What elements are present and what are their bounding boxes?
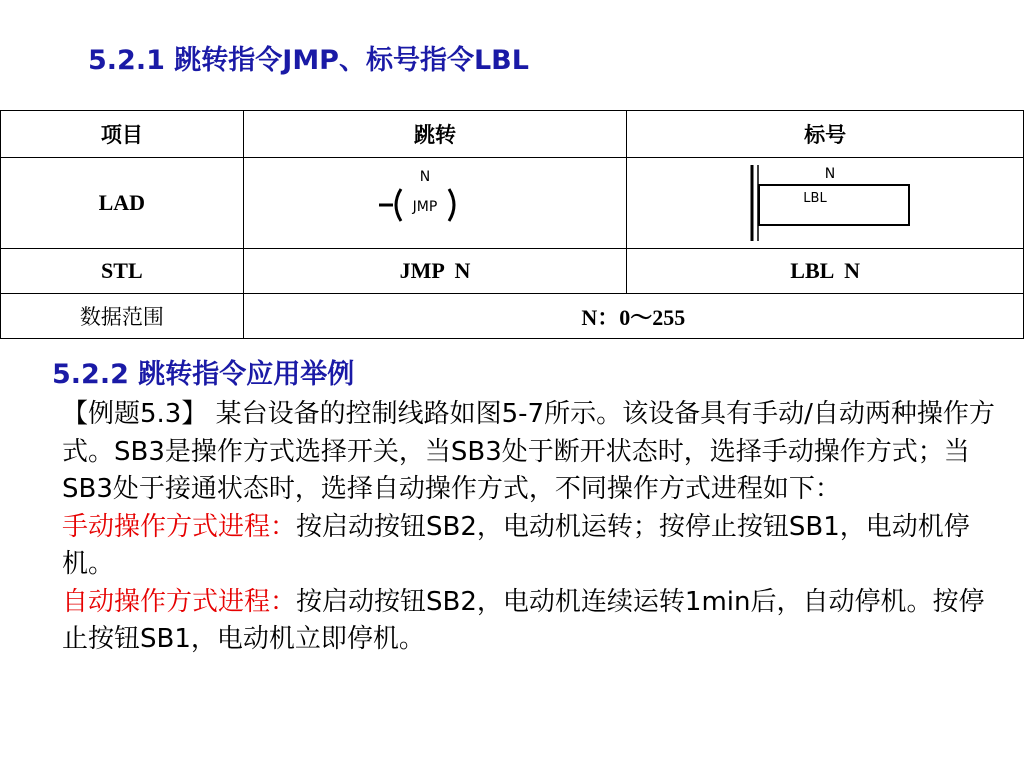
row-label-stl: STL [1, 249, 244, 294]
table-header-row [1, 111, 1024, 158]
jmp-coil-diagram [375, 163, 495, 243]
table-row-stl [1, 249, 1024, 294]
header-jump: 跳转 [243, 111, 627, 158]
example-body [28, 396, 998, 659]
table-row-lad [1, 158, 1024, 249]
manual-mode-paragraph [28, 509, 998, 584]
manual-mode-text: 按启动按钮SB2，电动机运转；按停止按钮SB1，电动机停机。 [62, 511, 970, 579]
manual-mode-label: 手动操作方式进程： [62, 511, 297, 542]
example-description: 某台设备的控制线路如图5-7所示。该设备具有手动/自动两种操作方式。SB3是操作方式选择开关，当SB3处于断开状态时，选择手动操作方式；当SB3处于接通状态时，选择自动操作方式，不同操作方式进程如下： [62, 399, 995, 504]
row-label-lad: LAD [1, 158, 244, 249]
instruction-table [0, 110, 1024, 339]
auto-mode-label: 自动操作方式进程： [62, 586, 297, 617]
stl-lbl-value: LBL N [627, 249, 1024, 294]
example-title: 【例题5.3】 [62, 399, 208, 429]
jmp-coil-cell [243, 158, 627, 249]
lbl-n-label: N [824, 166, 836, 182]
jmp-text-label: JMP [412, 199, 438, 215]
section-heading-example: 5.2.2 跳转指令应用举例 [52, 359, 355, 390]
section-heading-jmp-lbl: 5.2.1 跳转指令JMP、标号指令LBL [88, 45, 529, 76]
range-value: N：0～255 [243, 294, 1023, 339]
table-row-range [1, 294, 1024, 339]
lbl-box-diagram [735, 161, 915, 245]
auto-mode-text: 按启动按钮SB2，电动机连续运转1min后，自动停机。按停止按钮SB1，电动机立即停机。 [62, 586, 985, 654]
jmp-n-label: N [419, 169, 431, 185]
auto-mode-paragraph [28, 584, 998, 659]
lbl-text-label: LBL [803, 191, 827, 206]
example-paragraph [28, 396, 998, 509]
header-label: 标号 [627, 111, 1024, 158]
row-label-range: 数据范围 [1, 294, 244, 339]
stl-jmp-value: JMP N [243, 249, 627, 294]
header-item: 项目 [1, 111, 244, 158]
lbl-box-cell [627, 158, 1024, 249]
